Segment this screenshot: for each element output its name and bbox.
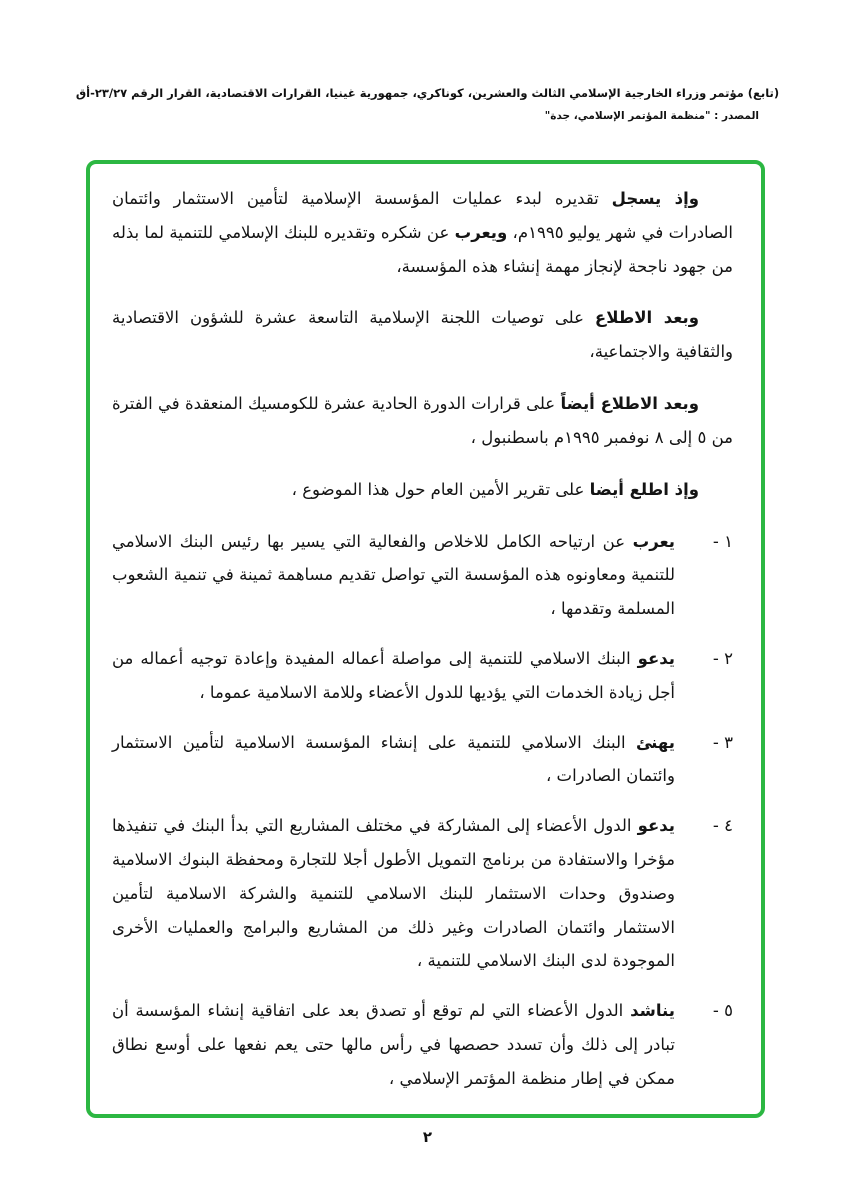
text-run: الدول الأعضاء إلى المشاركة في مختلف المشاريع التي بدأ البنك في تنفيذها مؤخرا والاستفادة من برنامج التمويل الأطول أجلا للتجارة ومحفظة البنوك الاسلامية وصندوق وحدات الاستثمار للبنك الاسلامي للتنمية والشركة الاسلامية لتأمين الاستثمار وائتمان الصادرات وغير ذلك من المشاريع والبرامج والعمليات الأخرى الموجودة لدى البنك الاسلامي للتنمية ، bbox=[112, 816, 675, 971]
bold-lead: وإذ اطلع أيضا bbox=[589, 479, 699, 499]
preamble-paragraph-2 bbox=[112, 301, 733, 369]
text-run: عن ارتياحه الكامل للاخلاص والفعالية التي يسير بها رئيس البنك الاسلامي للتنمية ومعاونوه هذه المؤسسة التي تواصل تقديم مساهمة ثمينة في تنمية الشعوب المسلمة وتقدمها ، bbox=[112, 531, 675, 619]
page-number: ٢ bbox=[422, 1128, 433, 1146]
item-text bbox=[112, 994, 675, 1095]
bold-lead: وإذ يسجل bbox=[611, 189, 699, 208]
item-number: ٤ - bbox=[712, 816, 733, 836]
text-run: على توصيات اللجنة الإسلامية التاسعة عشرة للشؤون الاقتصادية والثقافية والاجتماعية، bbox=[112, 308, 733, 362]
bold-lead: يدعو bbox=[637, 816, 675, 836]
text-run: الدول الأعضاء التي لم توقع أو تصدق بعد على اتفاقية إنشاء المؤسسة أن تبادر إلى ذلك وأن تسدد حصصها في رأس مالها حتى يعم نفعها على أوسع نطاق ممكن في إطار منظمة المؤتمر الإسلامي ، bbox=[112, 1001, 675, 1088]
bold-lead: يهنئ bbox=[636, 732, 675, 752]
list-item-4 bbox=[112, 809, 733, 978]
preamble-paragraph-1 bbox=[112, 182, 733, 283]
numbered-clauses bbox=[112, 525, 733, 1096]
item-text bbox=[112, 642, 675, 710]
bold-lead: يناشد bbox=[630, 1001, 675, 1021]
preamble-paragraph-4 bbox=[112, 473, 733, 507]
text-run: البنك الاسلامي للتنمية إلى مواصلة أعماله المفيدة وإعادة توجيه أعماله من أجل زيادة الخدمات التي يؤديها للدول الأعضاء وللامة الاسلامية عموما ، bbox=[112, 648, 675, 702]
item-text bbox=[112, 525, 675, 626]
item-number: ٥ - bbox=[712, 1001, 733, 1021]
bold-lead: وبعد الاطلاع أيضاً bbox=[560, 394, 700, 414]
item-number: ٢ - bbox=[712, 648, 733, 668]
text-run: عن شكره وتقديره للبنك الإسلامي للتنمية لما بذله من جهود ناجحة لإنجاز مهمة إنشاء هذه المؤسسة، bbox=[112, 222, 733, 276]
text-run: البنك الاسلامي للتنمية على إنشاء المؤسسة الاسلامية لتأمين الاستثمار وائتمان الصادرات ، bbox=[112, 732, 675, 786]
bold-lead: يعرب bbox=[632, 531, 675, 551]
text-run: على قرارات الدورة الحادية عشرة للكومسيك المنعقدة في الفترة من ٥ إلى ٨ نوفمبر ١٩٩٥م باسطنبول ، bbox=[112, 394, 733, 447]
item-number: ١ - bbox=[712, 531, 733, 551]
document-header-line: (تابع) مؤتمر وزراء الخارجية الإسلامي الثالث والعشرين، كوناكري، جمهورية غينيا، القرارات الاقتصادية، القرار الرقم ٢٣/٢٧-أق bbox=[75, 86, 780, 100]
list-item-5 bbox=[112, 994, 733, 1095]
list-item-3 bbox=[112, 726, 733, 794]
item-number: ٣ - bbox=[712, 732, 733, 752]
bold-lead: وبعد الاطلاع bbox=[594, 308, 699, 328]
bold-lead: يدعو bbox=[637, 648, 675, 668]
document-source-line: المصدر : "منظمة المؤتمر الإسلامي، جدة" bbox=[544, 110, 759, 122]
item-text bbox=[112, 726, 675, 794]
green-highlight-box bbox=[86, 160, 765, 1118]
resolution-body bbox=[112, 182, 733, 1096]
text-run: على تقرير الأمين العام حول هذا الموضوع ، bbox=[291, 479, 590, 499]
item-text bbox=[112, 809, 675, 978]
text-run: تقديره لبدء عمليات المؤسسة الإسلامية لتأمين الاستثمار وائتمان الصادرات في شهر يوليو ١٩٩٥م، bbox=[112, 189, 733, 242]
bold-lead: ويعرب bbox=[454, 222, 508, 242]
list-item-2 bbox=[112, 642, 733, 710]
list-item-1 bbox=[112, 525, 733, 626]
preamble-paragraph-3 bbox=[112, 387, 733, 455]
